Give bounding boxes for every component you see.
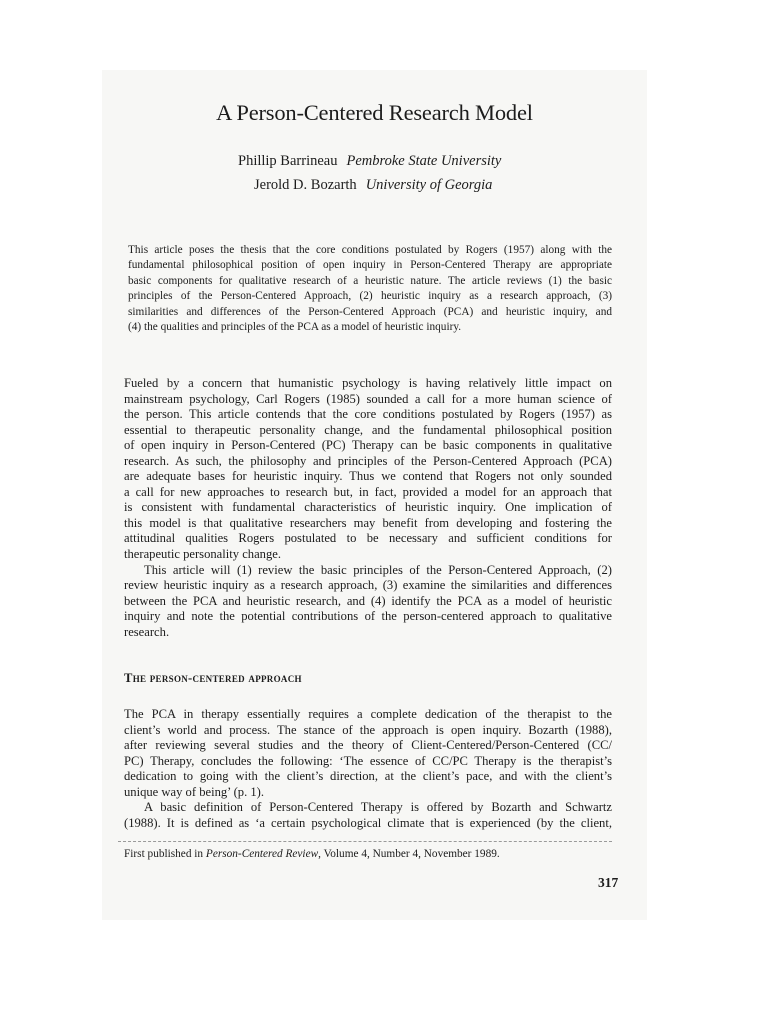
body-line: (1988). It is defined as ‘a certain psychological climate that is experienced (by the client, bbox=[124, 815, 612, 830]
abstract-line: This article poses the thesis that the core conditions postulated by Rogers (1957) along with the bbox=[128, 244, 612, 256]
abstract-line: fundamental philosophical position of open inquiry in Person-Centered Therapy are appropriate bbox=[128, 259, 612, 272]
body-line: are adequate bases for heuristic inquiry. Thus we contend that Rogers not only sounded bbox=[124, 469, 612, 484]
footnote-suffix: , Volume 4, Number 4, November 1989. bbox=[318, 848, 500, 860]
body-line: of open inquiry in Person-Centered (PC) Therapy can be basic components in qualitative bbox=[124, 438, 612, 453]
footnote-divider bbox=[118, 841, 612, 842]
body-line: the person. This article contends that the core conditions postulated by Rogers (1957) as bbox=[124, 407, 612, 422]
body-line: research. bbox=[124, 624, 170, 639]
body-line: mainstream psychology, Carl Rogers (1985) sounded a call for a more human science of bbox=[124, 391, 612, 406]
intro-paragraph bbox=[124, 376, 612, 640]
body-line: therapeutic personality change. bbox=[124, 547, 282, 562]
author-name: Jerold D. Bozarth bbox=[254, 177, 357, 193]
abstract bbox=[128, 243, 612, 335]
section-heading-text: he person-centered approach bbox=[132, 671, 302, 685]
abstract-line: similarities and differences of the Person-Centered Approach (PCA) and heuristic inquiry, and bbox=[128, 305, 612, 318]
body-line: Fueled by a concern that humanistic psychology is having relatively little impact on bbox=[124, 376, 612, 390]
body-line: research. As such, the philosophy and principles of the Person-Centered Approach (PCA) bbox=[124, 453, 612, 468]
body-line: this model is that qualitative researchers may benefit from developing and fostering the bbox=[124, 515, 612, 530]
abstract-line: principles of the Person-Centered Approach, (2) heuristic inquiry as a research approach, (3) bbox=[128, 290, 612, 303]
section-heading bbox=[124, 671, 302, 686]
body-line: inquiry and note the potential contributions of the person-centered approach to qualitative bbox=[124, 609, 612, 624]
body-line: essential to therapeutic personality change, and the fundamental philosophical position bbox=[124, 422, 612, 437]
author-1 bbox=[238, 153, 501, 170]
body-line: This article will (1) review the basic principles of the Person-Centered Approach, (2) bbox=[144, 562, 612, 577]
section-paragraph bbox=[124, 707, 612, 831]
author-2 bbox=[254, 177, 492, 194]
body-line: a call for new approaches to research but, in fact, provided a model for an approach that bbox=[124, 484, 612, 499]
body-line: dedication to going with the client’s direction, at the client’s pace, and with the client’s bbox=[124, 769, 612, 784]
body-line: PC) Therapy, concludes the following: ‘The essence of CC/PC Therapy is the therapist’s bbox=[124, 753, 612, 768]
body-line: is consistent with fundamental characteristics of heuristic inquiry. One implication of bbox=[124, 500, 612, 515]
footnote-prefix: First published in bbox=[124, 848, 206, 860]
footnote bbox=[124, 848, 500, 860]
body-line: review heuristic inquiry as a research approach, (3) examine the similarities and differences bbox=[124, 578, 612, 593]
article-title: A Person-Centered Research Model bbox=[216, 100, 533, 125]
author-affiliation: Pembroke State University bbox=[346, 153, 502, 169]
body-line: A basic definition of Person-Centered Therapy is offered by Bozarth and Schwartz bbox=[144, 800, 612, 815]
body-line: attitudinal qualities Rogers postulated to be necessary and sufficient conditions for bbox=[124, 531, 612, 546]
page-number: 317 bbox=[598, 875, 619, 890]
footnote-journal: Person-Centered Review bbox=[205, 848, 319, 860]
abstract-line: (4) the qualities and principles of the PCA as a model of heuristic inquiry. bbox=[128, 321, 462, 334]
body-line: client’s world and process. The stance of the approach is open inquiry. Bozarth (1988), bbox=[124, 722, 612, 737]
body-line: The PCA in therapy essentially requires a complete dedication of the therapist to the bbox=[124, 707, 612, 721]
body-line: between the PCA and heuristic research, and (4) identify the PCA as a model of heuristic bbox=[124, 593, 612, 608]
author-affiliation: University of Georgia bbox=[365, 177, 493, 193]
body-line: after reviewing several studies and the theory of Client-Centered/Person-Centered (CC/ bbox=[124, 738, 612, 753]
section-heading-initial: T bbox=[124, 671, 133, 685]
author-name: Phillip Barrineau bbox=[238, 153, 338, 169]
abstract-line: basic components for qualitative research of a heuristic nature. The article reviews (1) the basic bbox=[128, 274, 612, 287]
body-line: unique way of being’ (p. 1). bbox=[124, 784, 265, 799]
